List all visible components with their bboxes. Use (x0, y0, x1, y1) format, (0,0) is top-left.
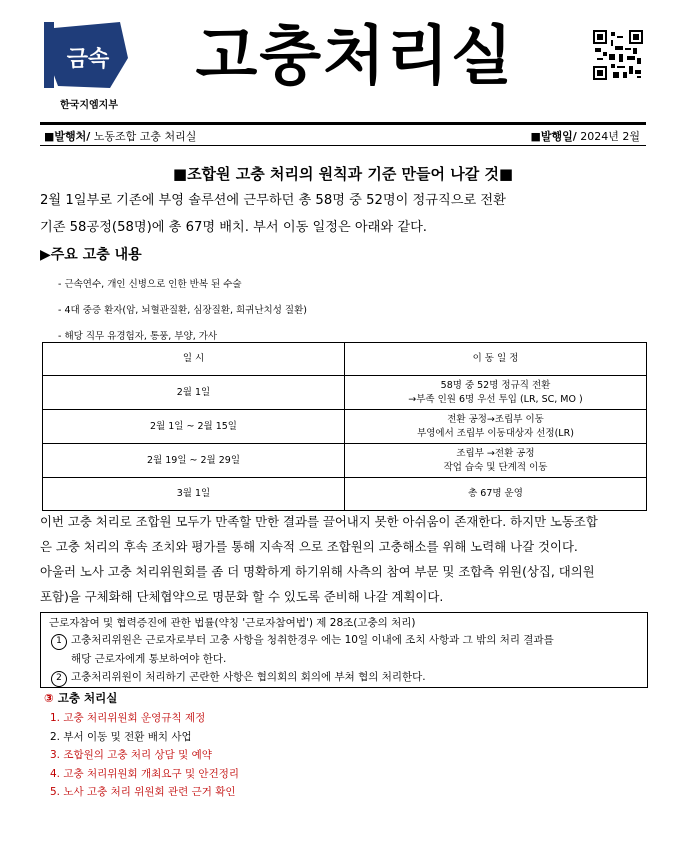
cell-plan: 조립부 →전환 공정 작업 습숙 및 단계적 이동 (345, 444, 647, 478)
org-name: 한국지엠지부 (60, 100, 118, 111)
cell-plan: 총 67명 운영 (345, 478, 647, 511)
publisher (44, 128, 196, 144)
closing-line-3: 아울러 노사 고충 처리위원회를 좀 더 명확하게 하기위해 사측의 참여 부문 및 조합측 위원(상집, 대의원 (40, 564, 595, 579)
handling-list (50, 709, 239, 802)
list-item: 5. 노사 고충 처리 위원회 관련 근거 확인 (50, 786, 236, 798)
list-item: 4. 고충 처리위원회 개최요구 및 안건정리 (50, 767, 239, 780)
list-item: 2. 부서 이동 및 전환 배치 사업 (50, 730, 192, 743)
schedule-table (42, 342, 647, 511)
cell-date: 2월 1일 ~ 2월 15일 (43, 410, 345, 444)
intro-line-1: 2월 1일부로 기존에 부영 솔루션에 근무하던 총 58명 중 52명이 정규직으로 전환 (40, 193, 506, 208)
publish-date (530, 128, 640, 144)
cell-date: 3월 1일 (43, 478, 345, 511)
circled-number: ③ (44, 691, 54, 705)
table-row (43, 444, 647, 478)
closing-line-4: 포함)을 구체화해 단체협약으로 명문화 할 수 있도록 준비해 나갈 계획이다. (40, 589, 444, 604)
union-logo (40, 18, 134, 92)
closing-line-2: 은 고충 처리의 후속 조치와 평가를 통해 지속적 으로 조합원의 고충해소를 위해 노력해 나갈 것이다. (40, 539, 578, 554)
cell-date: 2월 19일 ~ 2월 29일 (43, 444, 345, 478)
law-item-1: 1 고충처리위원은 근로자로부터 고충 사항을 청취한경우 에는 10일 이내에 조치 사항과 그 밖의 처리 결과를 (51, 631, 641, 650)
circled-number: 2 (51, 671, 67, 687)
handling-title: ③ 고충 처리실 (44, 691, 118, 705)
table-row (43, 478, 647, 511)
qr-code-icon[interactable] (593, 30, 643, 80)
law-box (40, 612, 648, 688)
list-item: 3. 조합원의 고충 처리 상담 및 예약 (50, 749, 212, 761)
law-item-1-cont: 해당 근로자에게 통보하여야 한다. (71, 653, 227, 665)
logo-text: 금속 (66, 47, 110, 72)
header-date: 일 시 (43, 343, 345, 376)
meta-bar (40, 122, 646, 146)
date-label: ■발행일/ (530, 130, 577, 143)
date-value: 2024년 2월 (580, 130, 640, 143)
table-row (43, 410, 647, 444)
law-item-2: 2 고충처리위원이 처리하기 곤란한 사항은 협의회의 회의에 부쳐 협의 처리한다. (51, 668, 641, 687)
cell-date: 2월 1일 (43, 376, 345, 410)
closing-line-1: 이번 고충 처리로 조합원 모두가 만족할 만한 결과를 끌어내지 못한 아쉬움이 존재한다. 하지만 노동조합 (40, 514, 598, 529)
publisher-value: 노동조합 고충 처리실 (93, 130, 197, 143)
list-item: - 근속연수, 개인 신병으로 인한 반복 된 수술 (58, 279, 242, 290)
cell-plan: 58명 중 52명 정규직 전환 →부족 인원 6명 우선 투입 (LR, SC, MO ) (345, 376, 647, 410)
law-title: 근로자참여 및 협력증진에 관한 법률(약칭 '근로자참여법') 제 28조(고충의 처리) (49, 617, 416, 629)
header-plan: 이 동 일 정 (345, 343, 647, 376)
list-item: 1. 고충 처리위원회 운영규칙 제정 (50, 712, 206, 724)
publisher-label: ■발행처/ (44, 130, 91, 143)
circled-number: 1 (51, 634, 67, 650)
grievance-list (58, 272, 307, 350)
table-row (43, 376, 647, 410)
page-title: 고충처리실 (195, 20, 515, 94)
section-title: ▶주요 고충 내용 (40, 247, 142, 263)
list-item: - 해당 직무 유경험자, 통풍, 부양, 가사 (58, 331, 218, 342)
list-item: - 4대 중증 환자(암, 뇌혈관질환, 심장질환, 희귀난치성 질환) (58, 305, 307, 316)
intro-line-2: 기존 58공정(58명)에 총 67명 배치. 부서 이동 일정은 아래와 같다. (40, 220, 428, 235)
table-header-row (43, 343, 647, 376)
headline: ■조합원 고충 처리의 원칙과 기준 만들어 나갈 것■ (172, 165, 514, 183)
cell-plan: 전환 공정→조립부 이동 부영에서 조립부 이동대상자 선정(LR) (345, 410, 647, 444)
